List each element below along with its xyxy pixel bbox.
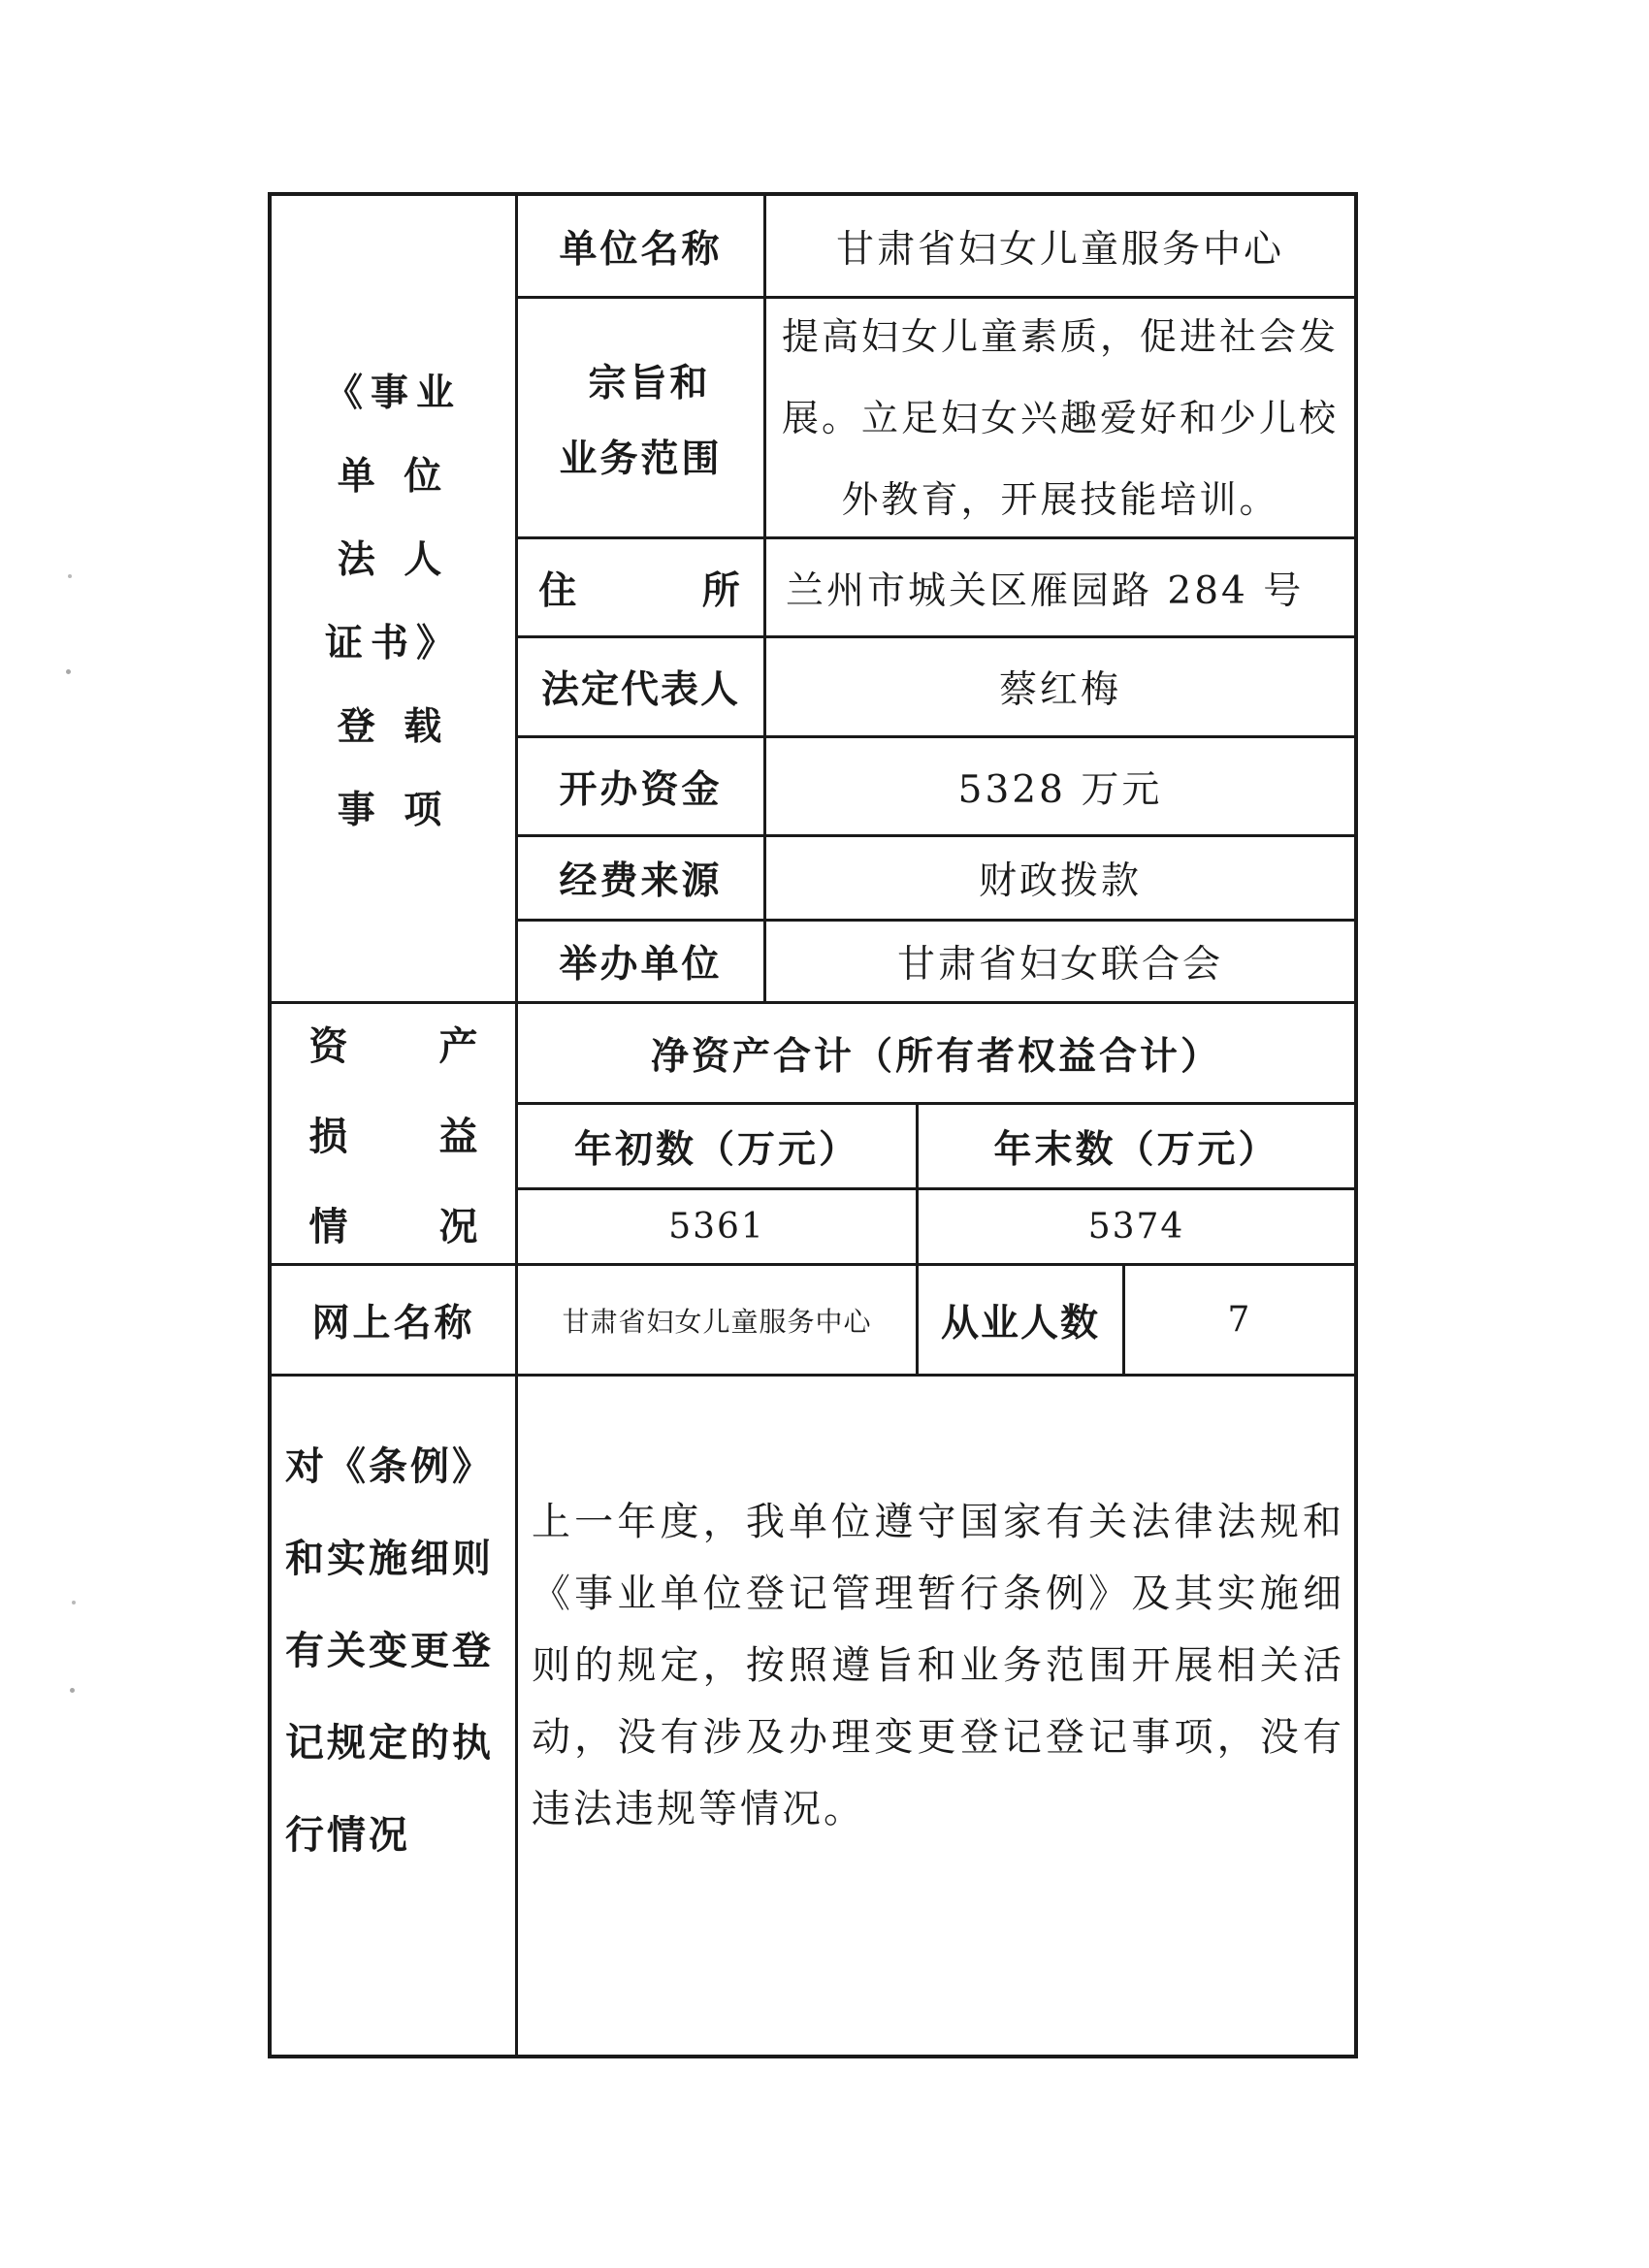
table-border-right [1354, 192, 1358, 2058]
purpose-value: 提高妇女儿童素质，促进社会发展。立足妇女兴趣爱好和少儿校外教育，开展技能培训。 [781, 314, 1339, 521]
sidebar-line: 登 载 [337, 704, 450, 749]
legal-rep-label: 法定代表人 [540, 667, 740, 712]
sidebar-line: 事 项 [337, 788, 450, 832]
execution-label-line: 和实施细则 [285, 1536, 494, 1581]
execution-label-line: 有关变更登 [285, 1628, 494, 1673]
year-end-value: 5374 [1087, 1207, 1185, 1247]
execution-label-line: 对《条例》 [285, 1443, 494, 1489]
address-label [518, 539, 763, 635]
online-name-label: 网上名称 [311, 1300, 475, 1345]
assets-section-label [272, 1004, 515, 1263]
staff-count-label: 从业人数 [940, 1300, 1100, 1345]
execution-section-label [272, 1377, 515, 2055]
assets-line: 情 况 [308, 1204, 517, 1249]
sidebar-line: 单 位 [337, 454, 450, 499]
year-start-label: 年初数（万元） [573, 1126, 859, 1172]
purpose-label-line: 宗旨和 [588, 360, 711, 405]
year-end-label: 年末数（万元） [993, 1126, 1279, 1172]
sidebar-line: 证书》 [324, 621, 462, 665]
table-border-bottom [268, 2055, 1358, 2058]
execution-label-line: 记规定的执 [285, 1720, 494, 1766]
staff-count-value: 7 [1227, 1300, 1252, 1340]
assets-line: 损 益 [308, 1114, 517, 1159]
address-value: 兰州市城关区雁园路 284 号 [786, 568, 1305, 613]
assets-line: 资 产 [308, 1023, 517, 1069]
unit-name-value: 甘肃省妇女儿童服务中心 [835, 227, 1284, 272]
unit-name-label: 单位名称 [559, 226, 723, 272]
purpose-label [518, 299, 763, 536]
address-label-text: 住 所 [538, 567, 743, 613]
capital-value: 5328 万元 [957, 767, 1163, 812]
net-assets-header: 净资产合计（所有者权益合计） [650, 1033, 1221, 1079]
scan-mark [70, 1688, 75, 1693]
registration-items-label [272, 196, 515, 1001]
capital-label: 开办资金 [559, 766, 723, 812]
scan-mark [72, 1601, 76, 1604]
sponsor-label: 举办单位 [559, 942, 723, 987]
scan-mark [66, 669, 71, 674]
execution-description: 上一年度，我单位遵守国家有关法律法规和《事业单位登记管理暂行条例》及其实施细则的规定，按照遵旨和业务范围开展相关活动，没有涉及办理变更登记登记事项，没有违法违规等情况。 [532, 1500, 1344, 1831]
execution-label-line: 行情况 [285, 1812, 410, 1858]
online-name-value: 甘肃省妇女儿童服务中心 [562, 1305, 872, 1338]
purpose-label-line: 业务范围 [559, 436, 723, 481]
sponsor-value: 甘肃省妇女联合会 [896, 943, 1223, 987]
funding-source-label: 经费来源 [559, 859, 723, 903]
legal-rep-value: 蔡红梅 [998, 668, 1121, 712]
scan-mark [68, 574, 72, 578]
funding-source-value: 财政拨款 [978, 859, 1142, 903]
year-start-value: 5361 [668, 1207, 765, 1247]
sidebar-line: 《事业 [324, 371, 462, 415]
sidebar-line: 法 人 [337, 537, 450, 582]
